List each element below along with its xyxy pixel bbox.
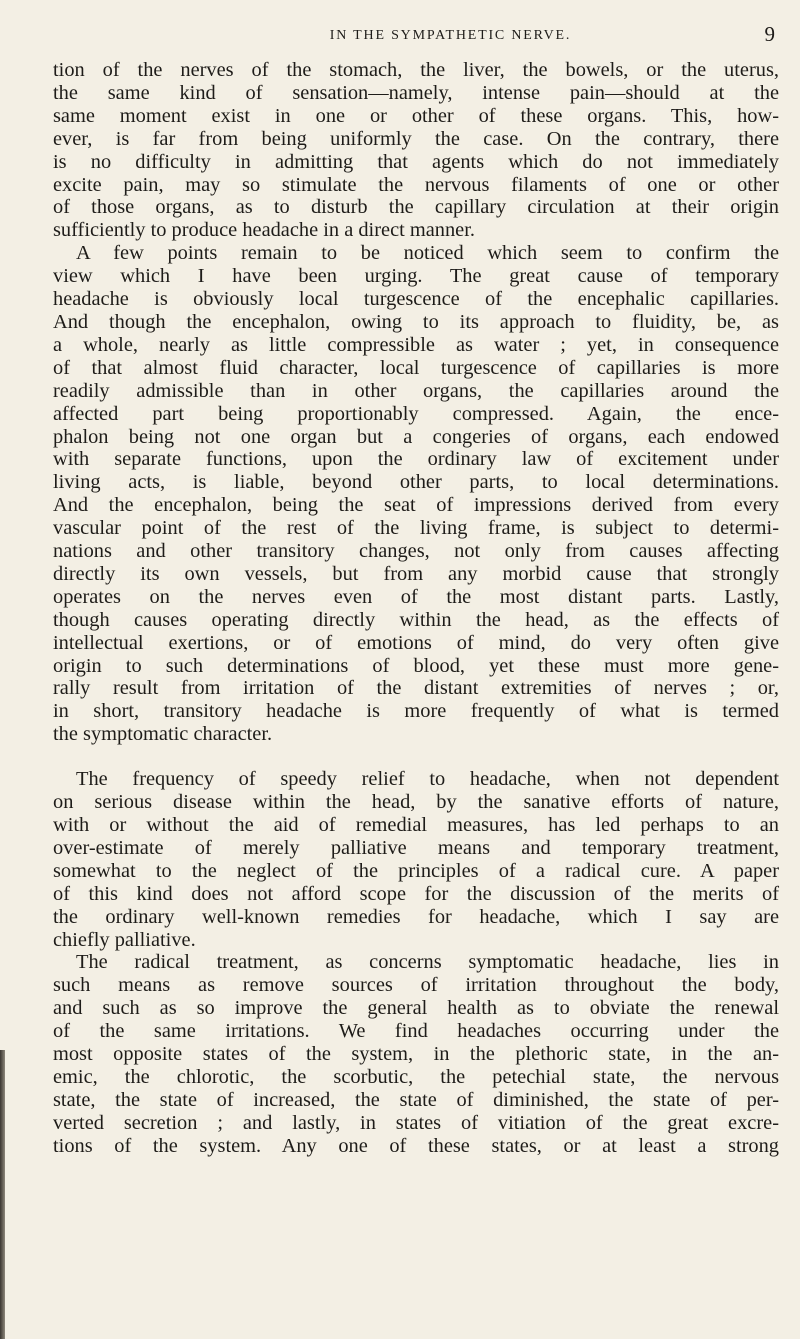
page-number: 9: [764, 22, 775, 46]
text-line: in short, transitory headache is more frequently of what is termed: [53, 700, 779, 723]
text-line: though causes operating directly within the head, as the effects of: [53, 608, 779, 631]
text-line: origin to such determinations of blood, yet these must more gene-: [53, 654, 779, 677]
text-line: of the same irritations. We find headaches occurring under the: [53, 1020, 779, 1043]
text-line: the ordinary well-known remedies for headache, which I say are: [53, 905, 779, 928]
text-line: intellectual exertions, or of emotions of mind, do very often give: [53, 631, 779, 654]
paragraph-gap: [53, 746, 779, 768]
text-line: with or without the aid of remedial measures, has led perhaps to an: [53, 814, 779, 836]
running-head: [118, 22, 783, 50]
text-line: of this kind does not afford scope for the discussion of the merits of: [53, 882, 779, 905]
text-line: The radical treatment, as concerns symptomatic headache, lies in: [76, 951, 779, 974]
text-line: And the encephalon, being the seat of impressions derived from every: [53, 494, 779, 517]
text-line: most opposite states of the system, in the plethoric state, in the an-: [53, 1043, 779, 1066]
text-line: state, the state of increased, the state of diminished, the state of per-: [53, 1088, 779, 1111]
text-line: headache is obviously local turgescence of the encephalic capillaries.: [53, 288, 779, 311]
text-line: somewhat to the neglect of the principles of a radical cure. A paper: [53, 859, 779, 882]
text-line: a whole, nearly as little compressible as water ; yet, in consequence: [53, 333, 779, 356]
text-line: the same kind of sensation—namely, intense pain—should at the: [53, 81, 779, 104]
text-line: tion of the nerves of the stomach, the liver, the bowels, or the uterus,: [53, 59, 779, 81]
text-line: the symptomatic character.: [53, 723, 273, 746]
running-title: IN THE SYMPATHETIC NERVE.: [329, 28, 572, 43]
text-line: verted secretion ; and lastly, in states of vitiation of the great excre-: [53, 1111, 779, 1134]
text-line: nations and other transitory changes, not only from causes affecting: [53, 540, 779, 563]
text-line: living acts, is liable, beyond other parts, to local determinations.: [53, 471, 779, 494]
text-line: excite pain, may so stimulate the nervous filaments of one or other: [53, 173, 779, 196]
text-line: chiefly palliative.: [53, 928, 196, 951]
text-line: over-estimate of merely palliative means and temporary treatment,: [53, 836, 779, 859]
text-line: affected part being proportionably compressed. Again, the ence-: [53, 402, 779, 425]
text-line: such means as remove sources of irritation throughout the body,: [53, 974, 779, 997]
text-line: directly its own vessels, but from any morbid cause that strongly: [53, 562, 779, 585]
paragraph: [53, 768, 779, 951]
text-line: view which I have been urging. The great cause of temporary: [53, 265, 779, 288]
text-line: with separate functions, upon the ordinary law of excitement under: [53, 448, 779, 471]
body-text: [53, 59, 779, 1158]
text-line: is no difficulty in admitting that agents which do not immediately: [53, 150, 779, 173]
text-line: emic, the chlorotic, the scorbutic, the petechial state, the nervous: [53, 1065, 779, 1088]
text-line: same moment exist in one or other of these organs. This, how-: [53, 104, 779, 127]
text-line: sufficiently to produce headache in a direct manner.: [53, 219, 475, 242]
text-line: operates on the nerves even of the most distant parts. Lastly,: [53, 585, 779, 608]
text-line: A few points remain to be noticed which seem to confirm the: [76, 242, 779, 265]
text-line: on serious disease within the head, by the sanative efforts of nature,: [53, 791, 779, 814]
text-line: of those organs, as to disturb the capillary circulation at their origin: [53, 196, 779, 219]
paragraph: [53, 242, 779, 746]
text-line: ever, is far from being uniformly the case. On the contrary, there: [53, 127, 779, 150]
text-line: vascular point of the rest of the living frame, is subject to determi-: [53, 517, 779, 540]
text-line: phalon being not one organ but a congeries of organs, each endowed: [53, 425, 779, 448]
text-line: The frequency of speedy relief to headache, when not dependent: [76, 768, 779, 791]
text-line: of that almost fluid character, local turgescence of capillaries is more: [53, 356, 779, 379]
page-edge-shadow: [0, 1050, 5, 1339]
text-line: and such as so improve the general health as to obviate the renewal: [53, 997, 779, 1020]
text-line: tions of the system. Any one of these states, or at least a strong: [53, 1134, 779, 1157]
paragraph: [53, 951, 779, 1157]
text-line: And though the encephalon, owing to its approach to fluidity, be, as: [53, 310, 779, 333]
text-line: readily admissible than in other organs, the capillaries around the: [53, 379, 779, 402]
text-line: rally result from irritation of the distant extremities of nerves ; or,: [53, 677, 779, 700]
paragraph: [53, 59, 779, 242]
